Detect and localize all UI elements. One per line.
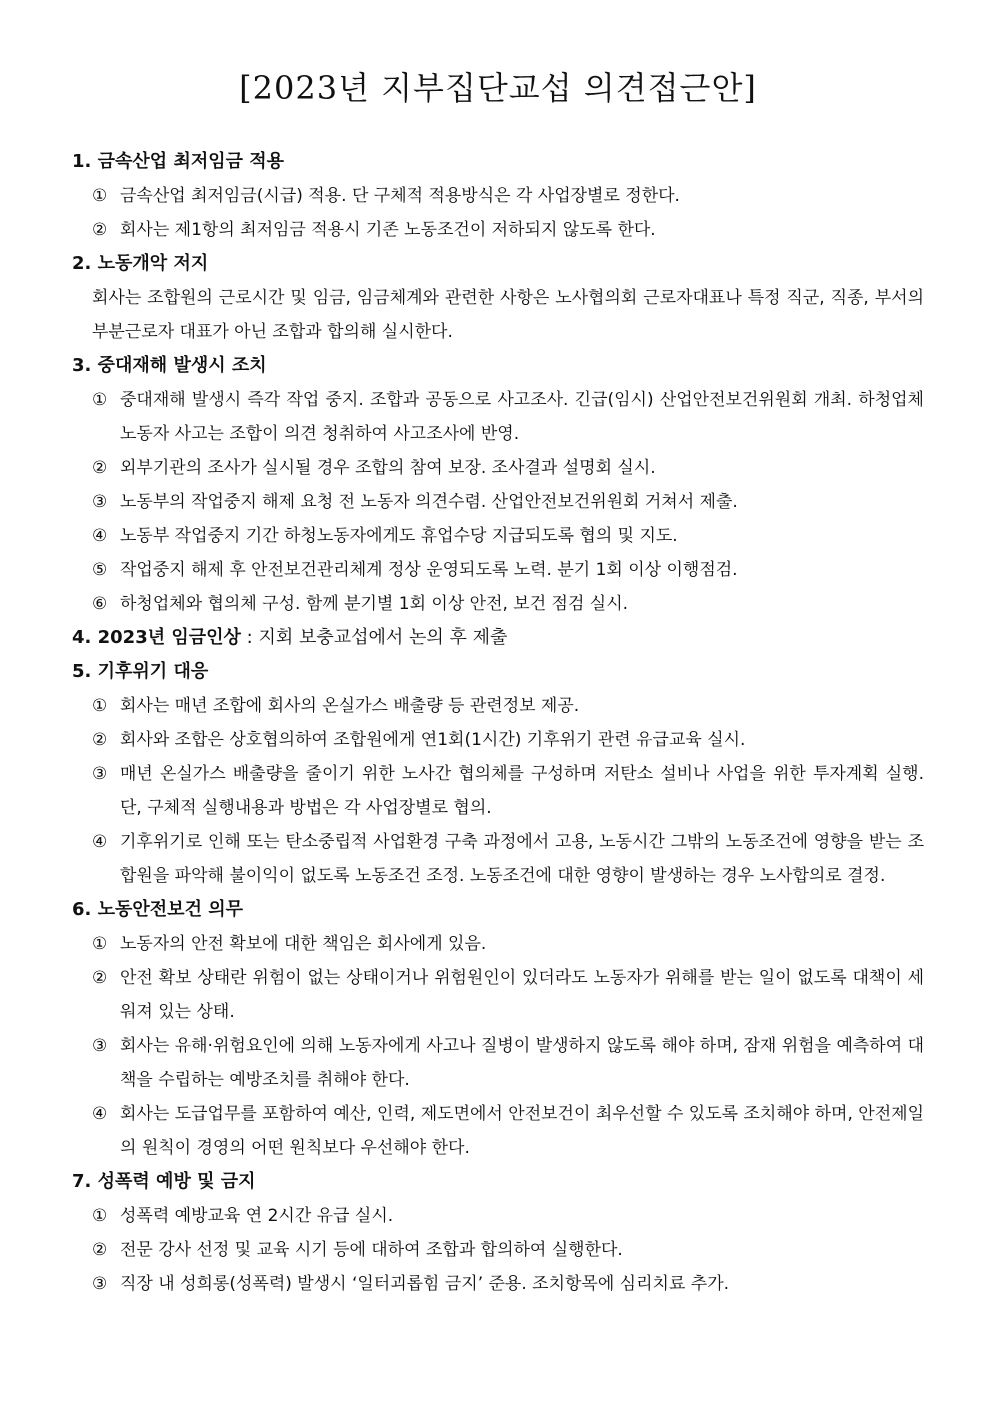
section-heading-title: 4. 2023년 임금인상 xyxy=(72,627,241,648)
section-heading: 6. 노동안전보건 의무 xyxy=(72,899,243,920)
item-marker: ③ xyxy=(92,764,108,784)
item-marker: ① xyxy=(92,934,108,954)
item-text: 안전 확보 상태란 위험이 없는 상태이거나 위험원인이 있더라도 노동자가 위해를 받는 일이 없도록 대책이 세워져 있는 상태. xyxy=(120,968,924,1022)
item-text: 성폭력 예방교육 연 2시간 유급 실시. xyxy=(120,1206,394,1226)
item-marker: ② xyxy=(92,458,108,478)
list-item xyxy=(72,213,924,247)
list-item xyxy=(72,961,924,1029)
item-marker: ① xyxy=(92,696,108,716)
item-text: 노동부 작업중지 기간 하청노동자에게도 휴업수당 지급되도록 협의 및 지도. xyxy=(120,526,678,546)
list-item xyxy=(72,553,924,587)
section-1 xyxy=(72,145,924,247)
list-item xyxy=(72,485,924,519)
item-marker: ④ xyxy=(92,1104,108,1124)
list-item xyxy=(72,1097,924,1165)
item-text: 노동자의 안전 확보에 대한 책임은 회사에게 있음. xyxy=(120,934,487,954)
item-text: 전문 강사 선정 및 교육 시기 등에 대하여 조합과 합의하여 실행한다. xyxy=(120,1240,623,1260)
section-heading: 5. 기후위기 대응 xyxy=(72,661,209,682)
section-heading xyxy=(72,621,924,655)
section-2 xyxy=(72,247,924,349)
section-7 xyxy=(72,1165,924,1301)
list-item xyxy=(72,1029,924,1097)
list-item xyxy=(72,689,924,723)
section-5 xyxy=(72,655,924,893)
section-heading: 1. 금속산업 최저임금 적용 xyxy=(72,151,285,172)
item-marker: ⑥ xyxy=(92,594,108,614)
section-paragraph: 회사는 조합원의 근로시간 및 임금, 임금체계와 관련한 사항은 노사협의회 근로자대표나 특정 직군, 직종, 부서의 부분근로자 대표가 아닌 조합과 합의해 실시한다. xyxy=(92,288,924,342)
item-marker: ③ xyxy=(92,1036,108,1056)
document-title: [2023년 지부집단교섭 의견접근안] xyxy=(239,69,757,107)
list-item xyxy=(72,587,924,621)
section-heading: 3. 중대재해 발생시 조치 xyxy=(72,355,267,376)
item-marker: ① xyxy=(92,186,108,206)
list-item xyxy=(72,383,924,451)
section-heading: 7. 성폭력 예방 및 금지 xyxy=(72,1171,256,1192)
item-marker: ② xyxy=(92,1240,108,1260)
item-text: 매년 온실가스 배출량을 줄이기 위한 노사간 협의체를 구성하며 저탄소 설비나 사업을 위한 투자계획 실행. 단, 구체적 실행내용과 방법은 각 사업장별로 협의. xyxy=(120,764,924,818)
item-marker: ① xyxy=(92,390,108,410)
section-heading: 2. 노동개악 저지 xyxy=(72,253,209,274)
item-marker: ⑤ xyxy=(92,560,108,580)
list-item xyxy=(72,1199,924,1233)
list-item xyxy=(72,723,924,757)
list-item xyxy=(72,519,924,553)
item-text: 회사는 제1항의 최저임금 적용시 기존 노동조건이 저하되지 않도록 한다. xyxy=(120,220,656,240)
item-text: 직장 내 성희롱(성폭력) 발생시 ‘일터괴롭힘 금지’ 준용. 조치항목에 심리치료 추가. xyxy=(120,1274,730,1294)
item-text: 외부기관의 조사가 실시될 경우 조합의 참여 보장. 조사결과 설명회 실시. xyxy=(120,458,656,478)
section-3 xyxy=(72,349,924,621)
list-item xyxy=(72,179,924,213)
item-marker: ② xyxy=(92,220,108,240)
item-marker: ④ xyxy=(92,526,108,546)
item-text: 기후위기로 인해 또는 탄소중립적 사업환경 구축 과정에서 고용, 노동시간 그밖의 노동조건에 영향을 받는 조합원을 파악해 불이익이 없도록 노동조건 조정. 노동조건에 대한 영향이 발생하는 경우 노사합의로 결정. xyxy=(120,832,924,886)
item-marker: ① xyxy=(92,1206,108,1226)
section-6 xyxy=(72,893,924,1165)
list-item xyxy=(72,451,924,485)
sections xyxy=(72,145,924,1301)
item-marker: ④ xyxy=(92,832,108,852)
item-text: 회사는 매년 조합에 회사의 온실가스 배출량 등 관련정보 제공. xyxy=(120,696,580,716)
list-item xyxy=(72,757,924,825)
item-text: 회사와 조합은 상호협의하여 조합원에게 연1회(1시간) 기후위기 관련 유급교육 실시. xyxy=(120,730,746,750)
item-text: 중대재해 발생시 즉각 작업 중지. 조합과 공동으로 사고조사. 긴급(임시) 산업안전보건위원회 개최. 하청업체 노동자 사고는 조합이 의견 청취하여 사고조사에 반영. xyxy=(120,390,924,444)
item-marker: ③ xyxy=(92,1274,108,1294)
item-marker: ② xyxy=(92,730,108,750)
item-marker: ② xyxy=(92,968,108,988)
item-text: 금속산업 최저임금(시급) 적용. 단 구체적 적용방식은 각 사업장별로 정한다. xyxy=(120,186,680,206)
item-text: 하청업체와 협의체 구성. 함께 분기별 1회 이상 안전, 보건 점검 실시. xyxy=(120,594,629,614)
section-4 xyxy=(72,621,924,655)
section-heading-detail: : 지회 보충교섭에서 논의 후 제출 xyxy=(240,627,508,648)
list-item xyxy=(72,1233,924,1267)
list-item xyxy=(72,1267,924,1301)
list-item xyxy=(72,825,924,893)
item-text: 작업중지 해제 후 안전보건관리체계 정상 운영되도록 노력. 분기 1회 이상 이행점검. xyxy=(120,560,738,580)
list-item xyxy=(72,927,924,961)
item-marker: ③ xyxy=(92,492,108,512)
item-text: 노동부의 작업중지 해제 요청 전 노동자 의견수렴. 산업안전보건위원회 거쳐서 제출. xyxy=(120,492,738,512)
item-text: 회사는 도급업무를 포함하여 예산, 인력, 제도면에서 안전보건이 최우선할 수 있도록 조치해야 하며, 안전제일의 원칙이 경영의 어떤 원칙보다 우선해야 한다. xyxy=(120,1104,924,1158)
item-text: 회사는 유해·위험요인에 의해 노동자에게 사고나 질병이 발생하지 않도록 해야 하며, 잠재 위험을 예측하여 대책을 수립하는 예방조치를 취해야 한다. xyxy=(120,1036,924,1090)
